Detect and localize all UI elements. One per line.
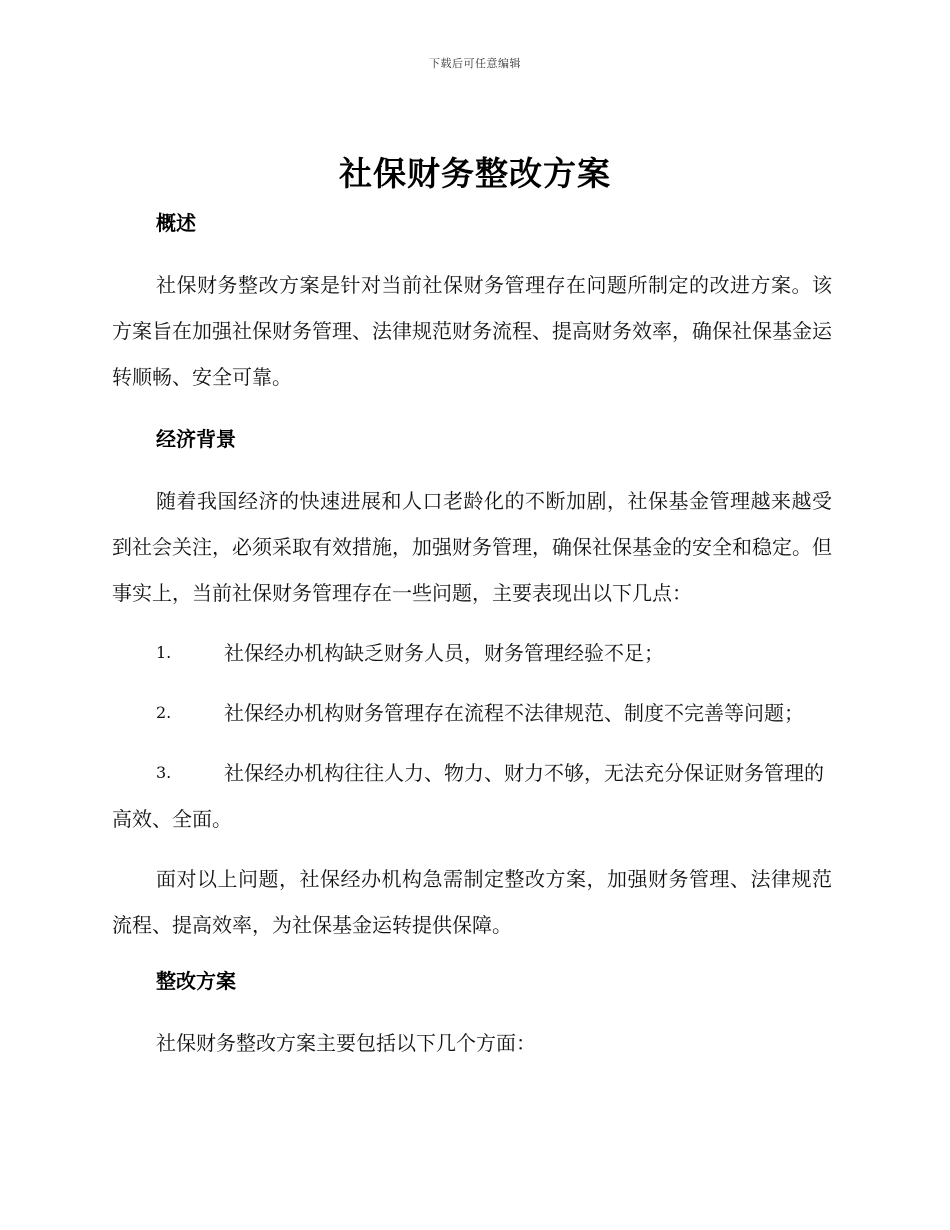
- document-body: [112, 204, 832, 1066]
- background-paragraph: 随着我国经济的快速进展和人口老龄化的不断加剧，社保基金管理越来越受到社会关注，必须采取有效措施，加强财务管理，确保社保基金的安全和稳定。但事实上，当前社保财务管理存在一些问题，主要表现出以下几点：: [112, 489, 832, 605]
- list-number: 3.: [156, 763, 172, 782]
- background-closing-paragraph: 面对以上问题，社保经办机构急需制定整改方案，加强财务管理、法律规范流程、提高效率，为社保基金运转提供保障。: [112, 867, 832, 937]
- list-number: 1.: [156, 643, 172, 662]
- list-item-text: 社保经办机构缺乏财务人员，财务管理经验不足；: [224, 641, 664, 665]
- overview-paragraph: 社保财务整改方案是针对当前社保财务管理存在问题所制定的改进方案。该方案旨在加强社保财务管理、法律规范财务流程、提高财务效率，确保社保基金运转顺畅、安全可靠。: [112, 273, 832, 389]
- section-heading-plan: 整改方案: [156, 969, 236, 993]
- list-item-text: 社保经办机构财务管理存在流程不法律规范、制度不完善等问题；: [224, 701, 804, 725]
- section-heading-overview: 概述: [156, 211, 196, 235]
- page-title: 社保财务整改方案: [339, 154, 611, 193]
- list-item: [112, 750, 832, 842]
- section-heading-background: 经济背景: [156, 427, 236, 451]
- list-item: [112, 690, 832, 736]
- plan-paragraph: 社保财务整改方案主要包括以下几个方面：: [156, 1031, 536, 1055]
- list-item: [112, 630, 832, 676]
- list-item-text: 社保经办机构往往人力、物力、财力不够，无法充分保证财务管理的高效、全面。: [112, 761, 824, 831]
- header-note: 下载后可任意编辑: [429, 57, 521, 70]
- list-number: 2.: [156, 703, 172, 722]
